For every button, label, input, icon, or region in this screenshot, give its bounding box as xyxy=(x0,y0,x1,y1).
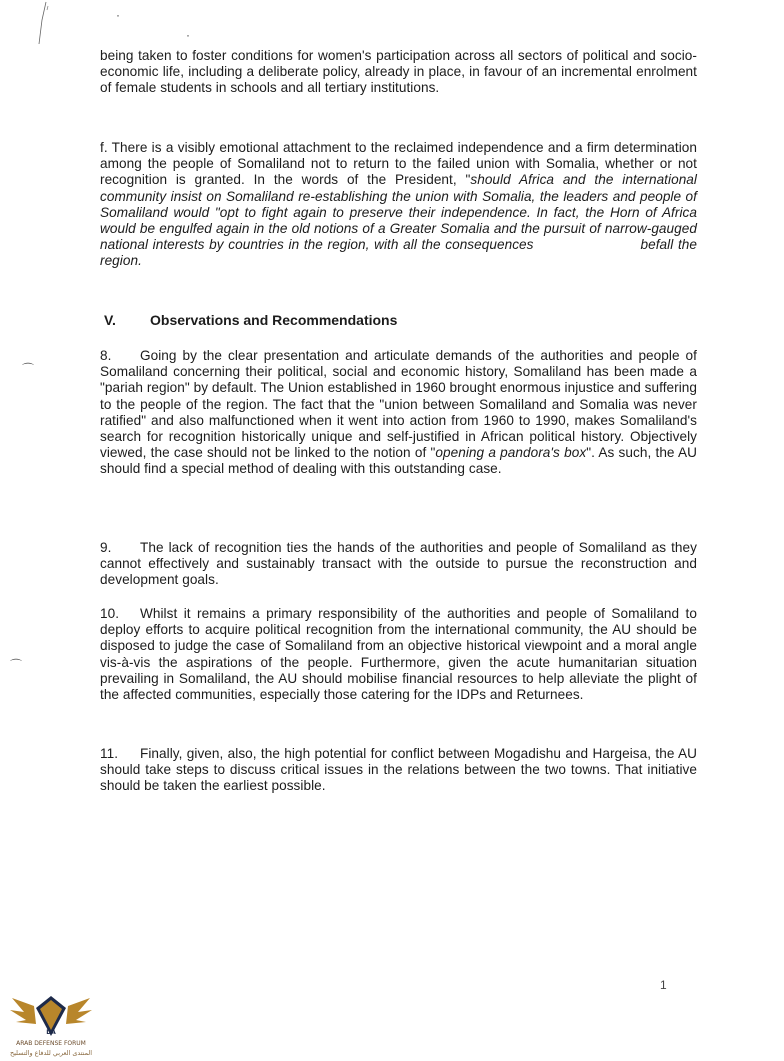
scan-dot: · xyxy=(186,28,190,42)
scan-dash: ⌒ xyxy=(22,362,35,376)
paragraph-10-text: Whilst it remains a primary responsibility of the authorities and people of Somaliland to deploy efforts to acquire political recognition from the international community, the AU should be disposed to judge the case of Somaliland from an objective historical viewpoint and a moral angle vis-à-vis the aspirations of the people. Furthermore, given the acute humanitarian situation prevailing in Somaliland, the AU should mobilise financial resources to help alleviate the plight of the affected communities, especially those catering for the IDPs and Returnees. xyxy=(100,606,697,703)
scan-dash: ⌒ xyxy=(10,658,23,672)
paragraph-f-intro: f. There is a visibly emotional attachment to the reclaimed independence and a firm determination among the people of Somaliland not to return to the failed union with Somalia, whether or not recognition is granted. In the words of the President, " xyxy=(100,140,697,188)
watermark-line1: ARAB DEFENSE FORUM xyxy=(16,1040,86,1047)
paragraph-number: 8. xyxy=(100,348,112,363)
paragraph-8-end: ". As such, the AU should find a special method of dealing with this outstanding case. xyxy=(100,445,697,477)
paragraph-continuation: being taken to foster conditions for women's participation across all sectors of political and socio-economic life, including a deliberate policy, already in place, in favour of an incremental enrolment of female students in schools and all tertiary institutions. xyxy=(100,48,697,96)
paragraph-11-text: Finally, given, also, the high potential for conflict between Mogadishu and Hargeisa, the AU should take steps to discuss critical issues in the relations between the two towns. That initiative should be taken the earliest possible. xyxy=(100,746,697,794)
paragraph-number: 10. xyxy=(100,606,120,621)
watermark-line2: المنتدى العربي للدفاع والتسليح xyxy=(9,1049,92,1057)
paragraph-f-tail: befall the region. xyxy=(100,237,697,269)
scan-dot: · xyxy=(116,8,120,22)
pandora-quote: opening a pandora's box xyxy=(435,445,587,461)
section-number: V. xyxy=(104,312,116,328)
paragraph-8-text: Going by the clear presentation and articulate demands of the authorities and people of Somaliland concerning their political, social and economic history, Somaliland has been made a "pariah region" by default. The Union established in 1960 brought enormous injustice and suffering to the people of the region. The fact that the "union between Somaliland and Somalia was never ratified" and also malfunctioned when it went into action from 1960 to 1990, makes Somaliland's search for recognition historically unique and self-justified in African political history. Objectively viewed, the case should not be linked to the notion of " xyxy=(100,348,697,461)
paragraph-number: 9. xyxy=(100,540,112,555)
paragraph-11 xyxy=(100,746,697,795)
paragraph-9 xyxy=(100,540,697,589)
paragraph-number: 11. xyxy=(100,746,119,761)
svg-text:DA: DA xyxy=(46,1029,56,1036)
page-mark: 1 xyxy=(660,978,667,992)
scan-mark-icon xyxy=(36,0,50,48)
president-quote: should Africa and the international community insist on Somaliland re-establishing the union with Somalia, the leaders and people of Somaliland would "opt to fight again to preserve their independence. In fact, the Horn of Africa would be engulfed again in the old notions of a Greater Somalia and the pursuit of narrow-gauged national interests by countries in the region, with all the consequences xyxy=(100,172,697,253)
paragraph-10 xyxy=(100,606,697,703)
section-heading xyxy=(104,312,397,328)
section-title: Observations and Recommendations xyxy=(150,312,398,328)
paragraph-8 xyxy=(100,348,697,478)
paragraph-f xyxy=(100,140,697,270)
paragraph-9-text: The lack of recognition ties the hands of the authorities and people of Somaliland as they cannot effectively and sustainably transact with the outside to pursue the reconstruction and development goals. xyxy=(100,540,697,588)
